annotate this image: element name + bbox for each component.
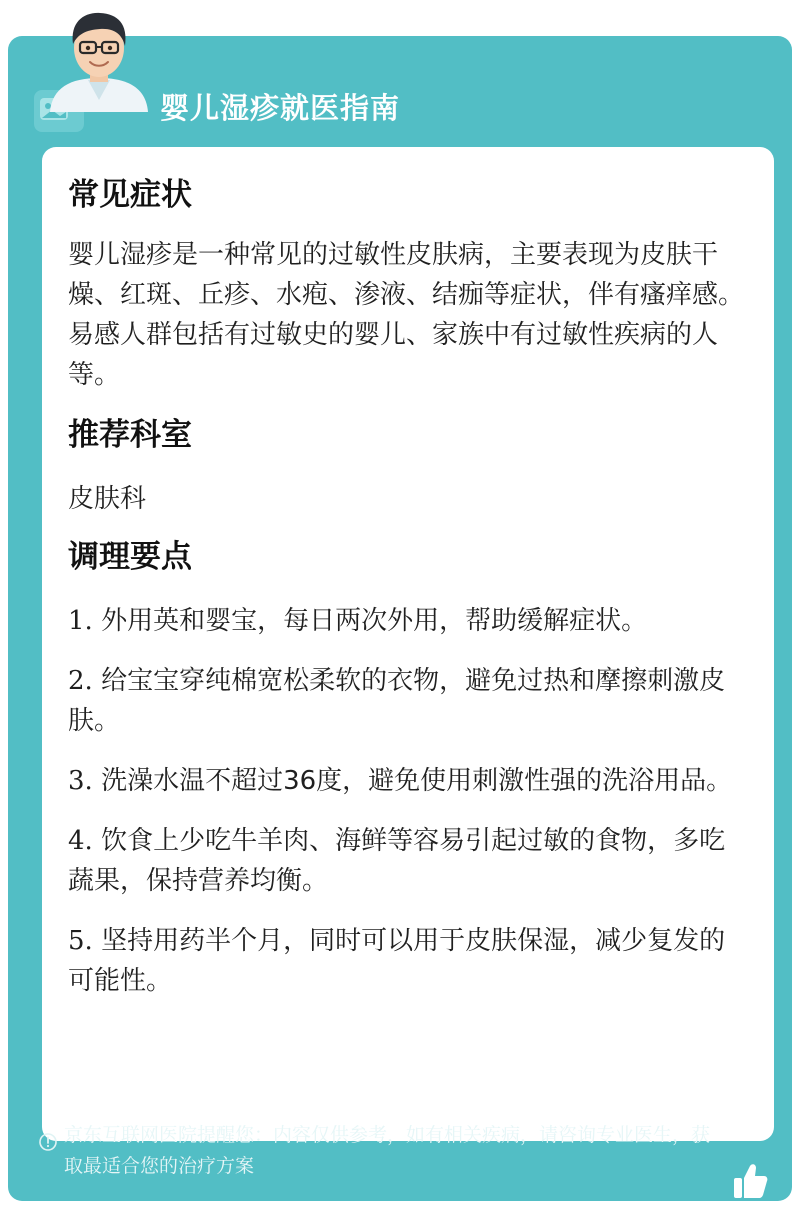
department-title: 推荐科室 bbox=[68, 417, 192, 453]
care-item bbox=[68, 821, 748, 901]
care-item-number: 5. bbox=[68, 926, 93, 956]
care-item bbox=[68, 761, 748, 801]
info-icon bbox=[38, 1132, 58, 1152]
disclaimer-text: 京东互联网医院提醒您：内容仅供参考，如有相关疾病，请咨询专业医生，获取最适合您的治疗方案 bbox=[64, 1124, 711, 1177]
care-item-number: 2. bbox=[68, 666, 93, 696]
care-item bbox=[68, 661, 748, 741]
thumbs-up-icon[interactable] bbox=[732, 1162, 768, 1200]
content-panel bbox=[42, 147, 774, 1141]
department-text: 皮肤科 bbox=[68, 484, 147, 514]
care-item-number: 4. bbox=[68, 826, 93, 856]
guide-card bbox=[8, 36, 792, 1201]
page-title: 婴儿湿疹就医指南 bbox=[160, 91, 401, 125]
symptoms-text: 婴儿湿疹是一种常见的过敏性皮肤病，主要表现为皮肤干燥、红斑、丘疹、水疱、渗液、结痂等症状，伴有瘙痒感。易感人群包括有过敏史的婴儿、家族中有过敏性疾病的人等。 bbox=[68, 240, 745, 390]
care-item-number: 3. bbox=[68, 766, 93, 796]
care-item-text: 洗澡水温不超过36度，避免使用刺激性强的洗浴用品。 bbox=[101, 766, 733, 796]
care-item-text: 饮食上少吃牛羊肉、海鲜等容易引起过敏的食物，多吃蔬果，保持营养均衡。 bbox=[68, 826, 726, 896]
care-item bbox=[68, 601, 748, 641]
care-item-text: 坚持用药半个月，同时可以用于皮肤保湿，减少复发的可能性。 bbox=[68, 926, 726, 996]
symptoms-title: 常见症状 bbox=[68, 177, 192, 213]
care-title: 调理要点 bbox=[68, 539, 192, 575]
care-item-number: 1. bbox=[68, 606, 93, 636]
doctor-avatar bbox=[40, 8, 158, 112]
footer bbox=[38, 1120, 728, 1182]
care-item bbox=[68, 921, 748, 1001]
care-list bbox=[68, 601, 748, 1001]
care-item-text: 给宝宝穿纯棉宽松柔软的衣物，避免过热和摩擦刺激皮肤。 bbox=[68, 666, 726, 736]
care-item-text: 外用英和婴宝，每日两次外用，帮助缓解症状。 bbox=[101, 606, 648, 636]
